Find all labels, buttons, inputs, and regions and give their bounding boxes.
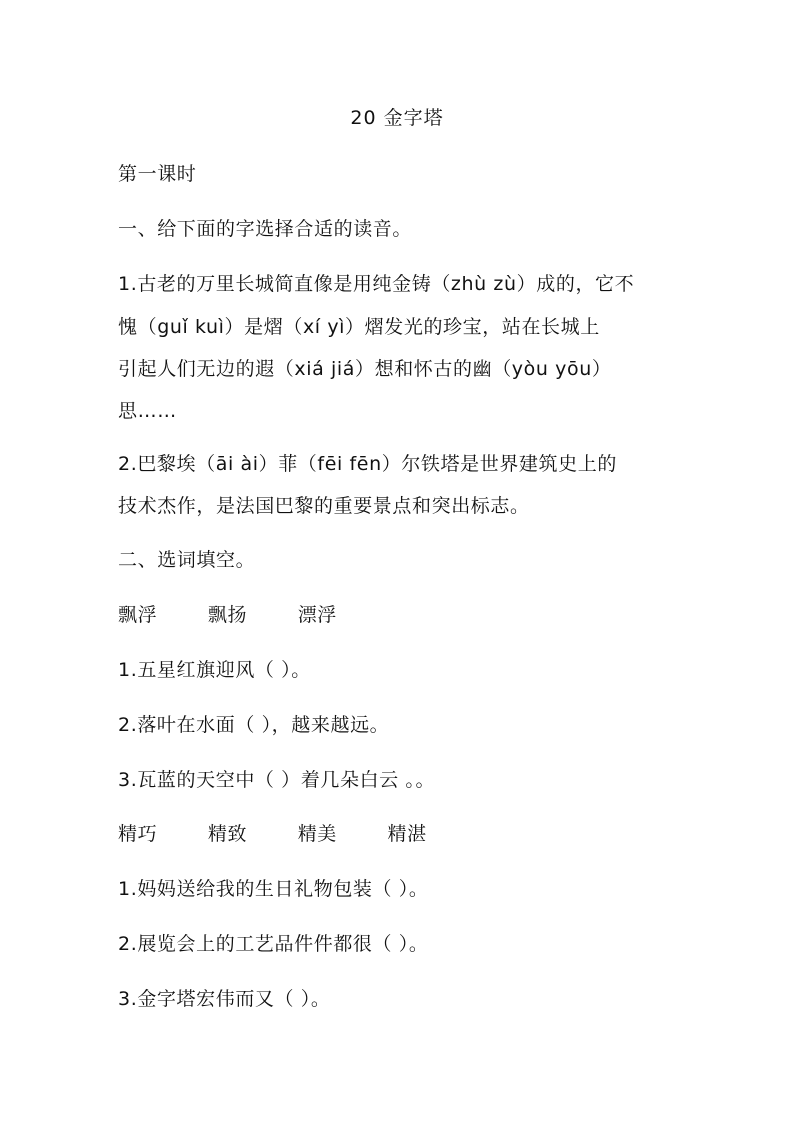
lesson-label: 第一课时 (118, 163, 197, 185)
word-choice: 精巧 (118, 823, 158, 845)
group2-item-1: 1.妈妈送给我的生日礼物包装（ ）。 (118, 878, 429, 900)
group1-item-1: 1.五星红旗迎风（ ）。 (118, 659, 311, 681)
word-choices-group2 (118, 820, 688, 848)
word-choice: 飘浮 (118, 604, 158, 626)
section1-p1-line-3: 引起人们无边的遐（xiá jiá）想和怀古的幽（yòu yōu） (118, 358, 612, 380)
group1-item-3: 3.瓦蓝的天空中（ ）着几朵白云 。。 (118, 769, 436, 791)
word-choice: 漂浮 (297, 604, 337, 626)
group2-item-2: 2.展览会上的工艺品件件都很（ ）。 (118, 933, 429, 955)
group1-item-2: 2.落叶在水面（ ），越来越远。 (118, 714, 390, 736)
word-choice: 精美 (297, 823, 337, 845)
section1-p1-line-1: 1.古老的万里长城简直像是用纯金铸（zhù zù）成的，它不 (118, 273, 635, 295)
word-choice: 精湛 (387, 823, 427, 845)
section1-heading: 一、给下面的字选择合适的读音。 (118, 218, 413, 240)
section1-p2-line-1: 2.巴黎埃（āi ài）菲（fēi fēn）尔铁塔是世界建筑史上的 (118, 453, 617, 475)
page-title: 20 金字塔 (350, 107, 444, 129)
section1-p2-line-2: 技术杰作，是法国巴黎的重要景点和突出标志。 (118, 495, 530, 517)
group2-item-3: 3.金字塔宏伟而又（ ）。 (118, 988, 331, 1010)
word-choices-group1 (118, 601, 688, 629)
section1-p1-line-2: 愧（guǐ kuì）是熠（xí yì）熠发光的珍宝，站在长城上 (118, 316, 600, 338)
section1-p1-line-4: 思…… (118, 400, 177, 422)
word-choice: 精致 (207, 823, 248, 845)
section2-heading: 二、选词填空。 (118, 549, 256, 571)
word-choice: 飘扬 (207, 604, 248, 626)
